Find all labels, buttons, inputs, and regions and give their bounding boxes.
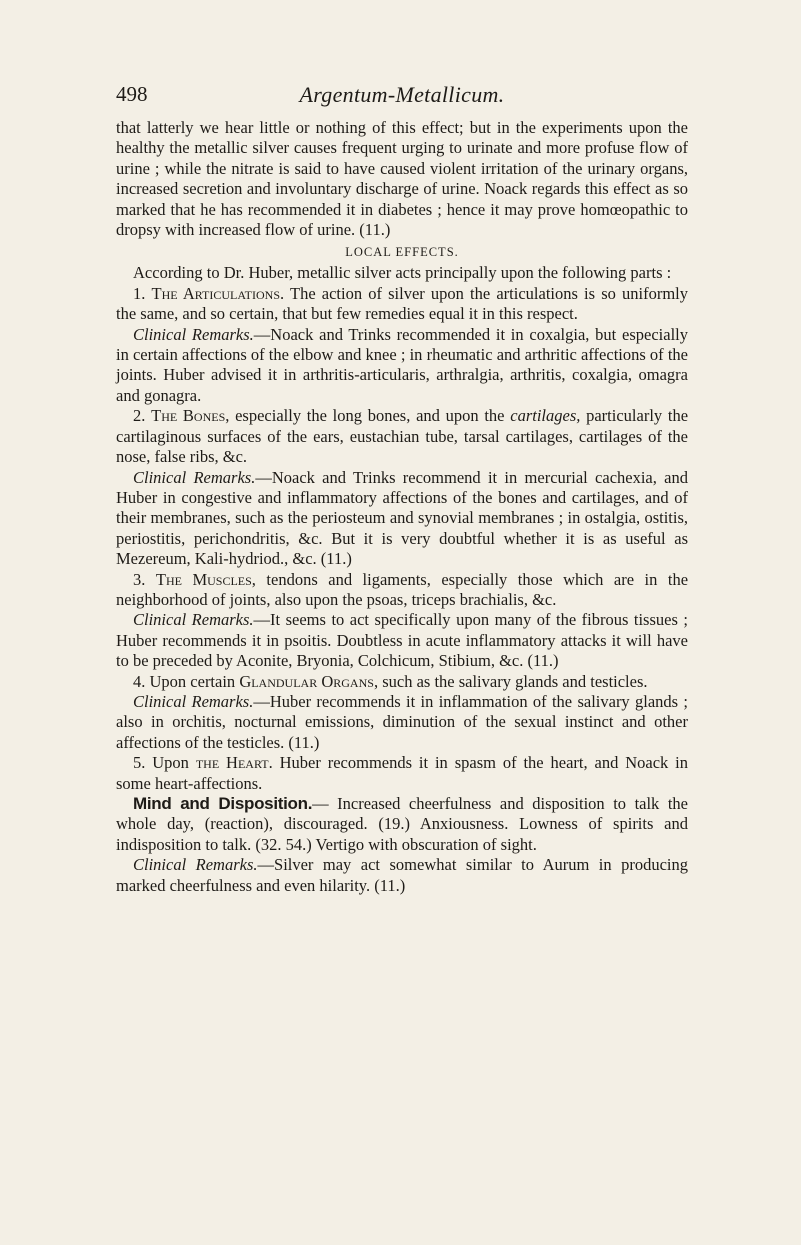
item-heart xyxy=(116,753,688,794)
remark-text: —Noack and Trinks recommend it in mercurial cachexia, and Huber in congestive and inflammatory affections of the bones and cartilages, and of their membranes, such as the periosteum and synovial membranes ; in ostalgia, ostitis, periostitis, perichondritis, &c. But it is very doubtful whether it is as useful as Mezereum, Kali-hydriod., &c. (11.) xyxy=(116,467,688,569)
remark-label: Clinical Remarks. xyxy=(133,467,256,487)
item-pre: Upon certain xyxy=(149,671,236,691)
item-pre: Upon xyxy=(152,753,189,773)
local-effects-heading: LOCAL EFFECTS. xyxy=(345,245,459,260)
item-glandular-organs xyxy=(116,672,688,692)
item-title: The Muscles, xyxy=(155,569,256,589)
clinical-remark-bones xyxy=(116,468,688,570)
item-text: such as the salivary glands and testicles. xyxy=(382,671,648,691)
item-articulations xyxy=(116,284,688,325)
remark-label: Clinical Remarks. xyxy=(133,610,254,630)
remark-label: Clinical Remarks. xyxy=(133,855,258,875)
local-effects-lead: According to Dr. Huber, metallic silver acts principally upon the following parts : xyxy=(133,263,672,283)
mind-paragraph xyxy=(116,794,688,855)
remark-label: Clinical Remarks. xyxy=(133,324,254,344)
clinical-remark-glandular xyxy=(116,692,688,753)
clinical-remark-muscles xyxy=(116,610,688,671)
item-title: Glandular Organs, xyxy=(239,671,379,691)
item-title: The Articulations. xyxy=(151,283,285,303)
item-number: 2. xyxy=(133,406,146,426)
item-text: The action of silver upon the articulations is so uniformly the same, and so certain, that but few remedies equal it in this respect. xyxy=(116,283,688,324)
clinical-remark-articulations xyxy=(116,325,688,407)
clinical-remark-mind xyxy=(116,855,688,896)
item-text: Huber recommends it in spasm of the heart, and Noack in some heart-affections. xyxy=(116,753,689,793)
item-number: 1. xyxy=(133,283,146,303)
item-text: especially the long bones, and upon the xyxy=(235,406,505,426)
remark-text: —Silver may act somewhat similar to Aurum in producing marked cheerfulness and even hilarity. (11.) xyxy=(116,855,689,895)
running-title: Argentum-Metallicum. xyxy=(299,82,505,107)
intro-paragraph: that latterly we hear little or nothing of this effect; but in the experiments upon the healthy the metallic silver causes frequent urging to urinate and more profuse flow of urine ; while the nitrate is said to have caused violent irritation of the urinary organs, increased secretion and involuntary discharge of urine. Noack regards this effect as so marked that he has recommended it in diabetes ; hence it may prove homœopathic to dropsy with increased flow of urine. (11.) xyxy=(116,118,688,240)
body-text xyxy=(116,118,688,896)
item-number: 5. xyxy=(133,753,146,773)
remark-label: Clinical Remarks. xyxy=(133,691,254,711)
page-header xyxy=(116,82,688,112)
remark-text: —It seems to act specifically upon many of the fibrous tissues ; Huber recommends it in psoitis. Doubtless in acute inflammatory attacks it will have to be preceded by Aconite, Bryonia, Colchicum, Stibium, &c. (11.) xyxy=(116,610,688,671)
remark-text: —Noack and Trinks recommended it in coxalgia, but especially in certain affections of the elbow and knee ; in rheumatic and arthritic affections of the joints. Huber advised it in arthritis-articularis, arthralgia, arthritis, coxalgia, omagra and gonagra. xyxy=(116,324,688,405)
remark-text: —Huber recommends it in inflammation of the salivary glands ; also in orchitis, nocturnal emissions, diminution of the sexual instinct and other affections of the testicles. (11.) xyxy=(116,691,688,752)
item-number: 3. xyxy=(133,569,146,589)
item-number: 4. xyxy=(133,671,146,691)
page-number: 498 xyxy=(116,82,148,106)
mind-text: — Increased cheerfulness and disposition to talk the whole day, (reaction), discouraged. (19.) Anxiousness. Lowness of spirits and indisposition to talk. (32. 54.) Vertigo with obscuration of sight. xyxy=(116,794,688,854)
item-muscles xyxy=(116,570,688,611)
item-title: the Heart. xyxy=(195,753,273,773)
item-text: tendons and ligaments, especially those which are in the neighborhood of joints, also upon the psoas, triceps brachialis, &c. xyxy=(116,569,689,609)
item-title: The Bones, xyxy=(151,406,230,426)
mind-heading: Mind and Disposition. xyxy=(133,794,313,813)
item-text-continued: particularly the cartilaginous surfaces of the ears, eustachian tube, tarsal cartilages, cartilages of the nose, false ribs, &c. xyxy=(116,406,689,467)
item-italic: cartilages, xyxy=(510,406,581,426)
item-bones xyxy=(116,406,688,467)
